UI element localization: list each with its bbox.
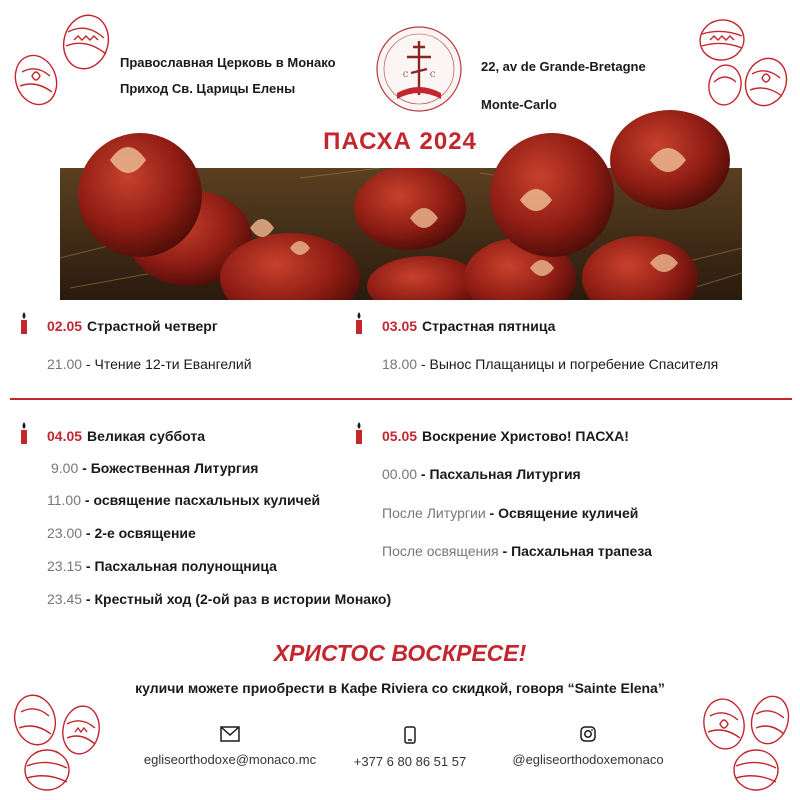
day-date: 04.05 <box>47 428 83 444</box>
easter-egg-ornament-bottom-left <box>5 690 115 795</box>
day-block-friday <box>382 318 555 334</box>
event-row: После освящения - Пасхальная трапеза <box>382 543 652 559</box>
day-name: Воскрение Христово! ПАСХА! <box>422 428 629 444</box>
event-text: 2-е освящение <box>94 525 196 541</box>
easter-egg-ornament-top-right <box>690 10 795 110</box>
event-time: 18.00 <box>382 356 418 372</box>
kulich-note: куличи можете приобрести в Кафе Riviera со скидкой, говоря “Sainte Elena” <box>135 680 665 696</box>
day-date: 05.05 <box>382 428 418 444</box>
event-row: 23.00 - 2-е освящение <box>47 525 196 541</box>
event-time: 9.00 <box>51 460 79 476</box>
event-time: 11.00 <box>47 492 81 508</box>
day-name: Великая суббота <box>87 428 206 444</box>
section-divider <box>10 398 792 400</box>
event-time: 23.15 <box>47 558 83 574</box>
event-row: 00.00 - Пасхальная Литургия <box>382 466 581 482</box>
event-text: Пасхальная Литургия <box>429 466 581 482</box>
church-name <box>120 50 336 102</box>
event-row: 21.00 - Чтение 12-ти Евангелий <box>47 356 252 372</box>
event-time: 23.45 <box>47 591 83 607</box>
page-title: ПАСХА 2024 <box>323 128 477 155</box>
instagram-icon <box>488 726 688 742</box>
day-block-thursday <box>47 318 218 334</box>
envelope-icon <box>120 726 340 742</box>
phone-text[interactable]: +377 6 80 86 51 57 <box>353 754 467 769</box>
day-date: 02.05 <box>47 318 83 334</box>
event-time: 00.00 <box>382 466 418 482</box>
contact-phone[interactable] <box>330 726 490 769</box>
event-row: 23.15 - Пасхальная полунощница <box>47 558 277 574</box>
address-line1: 22, av de Grande-Bretagne <box>481 59 646 74</box>
contact-instagram[interactable] <box>488 726 688 767</box>
event-time: 23.00 <box>47 525 83 541</box>
phone-icon <box>330 726 490 744</box>
event-row: 23.45 - Крестный ход (2-ой раз в истории Монако) <box>47 591 392 607</box>
event-text: освящение пасхальных куличей <box>93 492 321 508</box>
event-text: Пасхальная трапеза <box>511 543 652 559</box>
easter-greeting: ХРИСТОС ВОСКРЕСЕ! <box>273 640 527 666</box>
event-text: Пасхальная полунощница <box>94 558 277 574</box>
easter-egg-ornament-top-left <box>8 10 118 110</box>
address-line2: Monte-Carlo <box>481 97 557 112</box>
day-block-sunday <box>382 428 629 444</box>
candle-icon <box>352 312 366 339</box>
church-address <box>481 48 646 124</box>
event-row: 18.00 - Вынос Плащаницы и погребение Спасителя <box>382 356 719 372</box>
event-text: Освящение куличей <box>498 505 639 521</box>
easter-eggs-photo <box>60 168 742 300</box>
instagram-text[interactable]: @egliseorthodoxemonaco <box>512 752 664 767</box>
event-row: 9.00 - Божественная Литургия <box>51 460 259 476</box>
event-text: Чтение 12-ти Евангелий <box>94 356 252 372</box>
church-name-line1: Православная Церковь в Монако <box>120 55 336 70</box>
day-block-saturday <box>47 428 205 444</box>
contact-email[interactable] <box>120 726 340 767</box>
day-name: Страстной четверг <box>87 318 218 334</box>
svg-text:C: C <box>430 71 436 79</box>
day-name: Страстная пятница <box>422 318 556 334</box>
email-text[interactable]: egliseorthodoxe@monaco.mc <box>143 752 317 767</box>
event-time: 21.00 <box>47 356 83 372</box>
event-text: Крестный ход (2-ой раз в истории Монако) <box>94 591 392 607</box>
svg-text:C: C <box>403 71 409 79</box>
event-time: После освящения <box>382 543 499 559</box>
church-name-line2: Приход Св. Царицы Елены <box>120 81 296 96</box>
easter-egg-ornament-bottom-right <box>690 690 798 795</box>
day-date: 03.05 <box>382 318 418 334</box>
event-row: После Литургии - Освящение куличей <box>382 505 639 521</box>
event-row: 11.00 - освящение пасхальных куличей <box>47 492 321 508</box>
candle-icon <box>17 312 31 339</box>
candle-icon <box>17 422 31 449</box>
event-text: Вынос Плащаницы и погребение Спасителя <box>429 356 719 372</box>
orthodox-cross-emblem <box>373 25 465 118</box>
event-text: Божественная Литургия <box>90 460 259 476</box>
candle-icon <box>352 422 366 449</box>
event-time: После Литургии <box>382 505 486 521</box>
